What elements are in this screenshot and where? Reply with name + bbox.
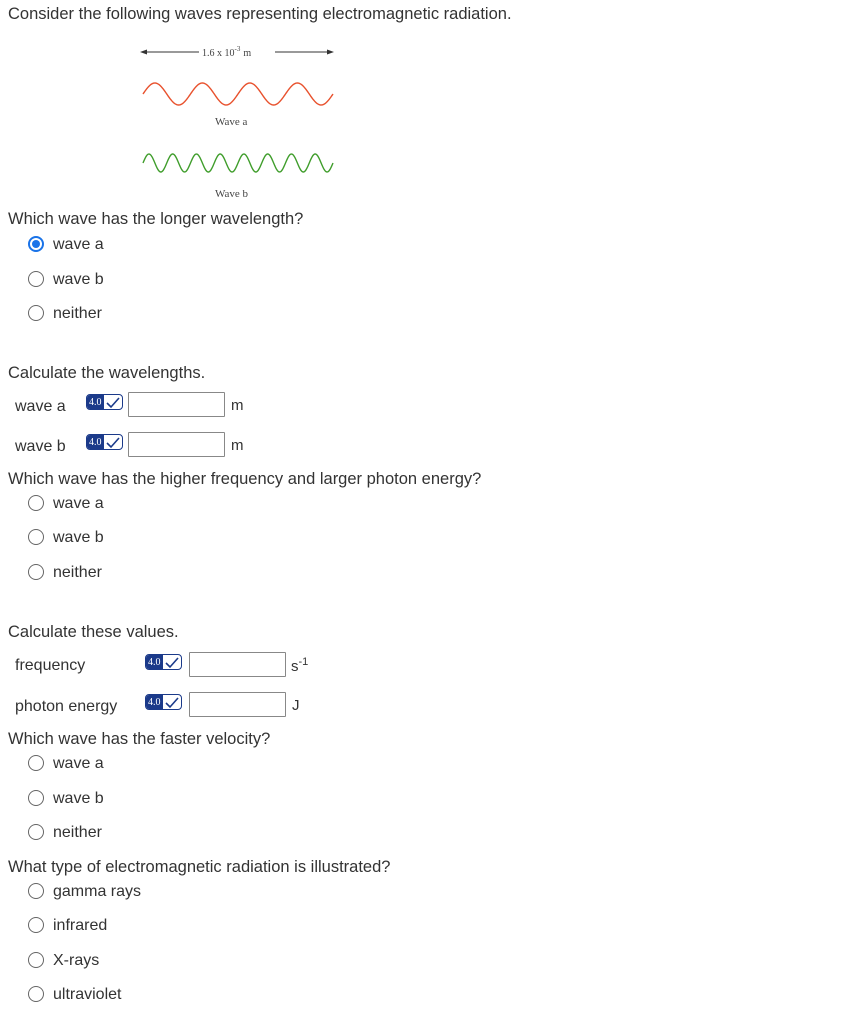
svg-text:1.6 x 10-3m — [202, 45, 251, 59]
unit-label: J — [292, 697, 300, 714]
unit-label: m — [231, 397, 244, 414]
checkmark-icon — [163, 656, 181, 669]
q1-radio-neither[interactable] — [28, 305, 44, 321]
q6-text: What type of electromagnetic radiation is illustrated? — [8, 858, 391, 876]
q4-row-label-photon-energy: photon energy — [15, 698, 118, 715]
checkmark-icon — [104, 396, 122, 409]
wave-b-curve — [143, 154, 333, 172]
scale-label-unit: m — [243, 48, 252, 59]
q5-radio-wave-a[interactable] — [28, 755, 44, 771]
q6-option-label[interactable]: ultraviolet — [53, 986, 122, 1003]
q3-option-label[interactable]: wave b — [53, 529, 104, 546]
q3-option-label[interactable]: neither — [53, 564, 102, 581]
q4-text: Calculate these values. — [8, 623, 179, 641]
score-badge-value: 4.0 — [89, 436, 102, 448]
intro-text: Consider the following waves representing electromagnetic radiation. — [8, 5, 512, 23]
q3-radio-neither[interactable] — [28, 564, 44, 580]
q5-radio-neither[interactable] — [28, 824, 44, 840]
unit-label: m — [231, 437, 244, 454]
q1-option-label[interactable]: neither — [53, 305, 102, 322]
q6-radio-x-rays[interactable] — [28, 952, 44, 968]
unit-exponent: -1 — [298, 656, 309, 668]
q5-option-label[interactable]: wave a — [53, 755, 104, 772]
q5-text: Which wave has the faster velocity? — [8, 730, 271, 748]
q6-option-label[interactable]: gamma rays — [53, 883, 142, 900]
q2-row-label-wave-b: wave b — [15, 438, 66, 455]
q1-option-label[interactable]: wave a — [53, 236, 104, 253]
q3-radio-wave-b[interactable] — [28, 529, 44, 545]
score-badge-value: 4.0 — [148, 656, 161, 668]
wavelength-a-input[interactable] — [128, 392, 225, 417]
wavelength-b-input[interactable] — [128, 432, 225, 457]
checkmark-icon — [163, 696, 181, 709]
q1-option-label[interactable]: wave b — [53, 271, 104, 288]
q5-radio-wave-b[interactable] — [28, 790, 44, 806]
q3-text: Which wave has the higher frequency and larger photon energy? — [8, 470, 482, 488]
score-badge — [145, 654, 182, 670]
score-badge — [86, 394, 123, 410]
score-badge — [145, 694, 182, 710]
score-badge-value: 4.0 — [89, 396, 102, 408]
q5-option-label[interactable]: neither — [53, 824, 102, 841]
q6-option-label[interactable]: infrared — [53, 917, 108, 934]
q5-option-label[interactable]: wave b — [53, 790, 104, 807]
wave-a-curve — [143, 83, 333, 105]
frequency-input[interactable] — [189, 652, 286, 677]
q3-radio-wave-a[interactable] — [28, 495, 44, 511]
q2-text: Calculate the wavelengths. — [8, 364, 206, 382]
unit-base: s — [291, 658, 299, 675]
scale-label-main: 1.6 x 10 — [202, 48, 235, 59]
q1-radio-wave-b[interactable] — [28, 271, 44, 287]
wave-diagram — [135, 38, 345, 208]
score-badge-value: 4.0 — [148, 696, 161, 708]
wave-diagram-svg — [135, 38, 345, 208]
q1-text: Which wave has the longer wavelength? — [8, 210, 304, 228]
unit-label — [291, 656, 308, 675]
q3-option-label[interactable]: wave a — [53, 495, 104, 512]
wave-b-label: Wave b — [215, 188, 249, 200]
q6-radio-infrared[interactable] — [28, 917, 44, 933]
q4-row-label-frequency: frequency — [15, 657, 86, 674]
wave-a-label: Wave a — [215, 116, 248, 128]
q6-radio-gamma-rays[interactable] — [28, 883, 44, 899]
photon-energy-input[interactable] — [189, 692, 286, 717]
scale-label-exp: -3 — [234, 45, 241, 53]
score-badge — [86, 434, 123, 450]
checkmark-icon — [104, 436, 122, 449]
q1-radio-wave-a[interactable] — [28, 236, 44, 252]
q6-radio-ultraviolet[interactable] — [28, 986, 44, 1002]
q2-row-label-wave-a: wave a — [15, 398, 66, 415]
q6-option-label[interactable]: X-rays — [53, 952, 100, 969]
